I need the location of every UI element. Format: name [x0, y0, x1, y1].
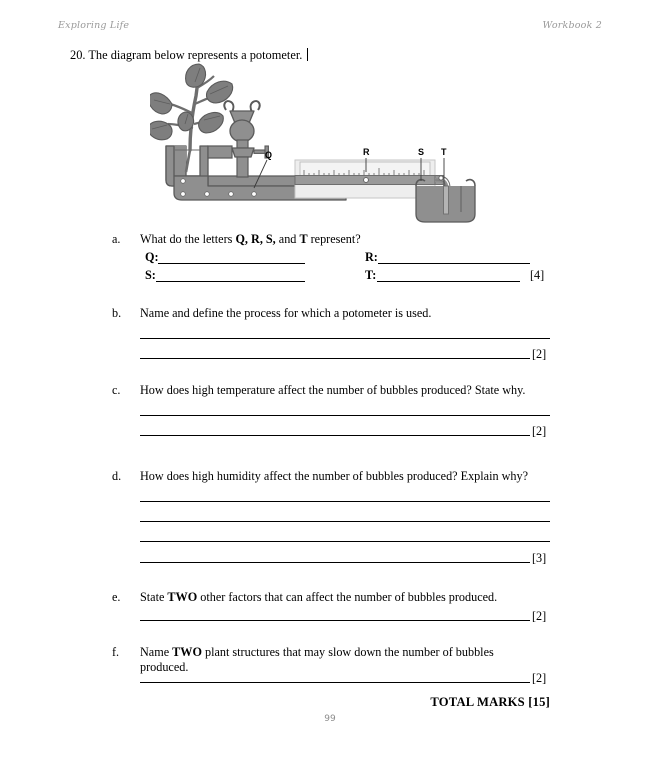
answer-line-r[interactable]	[378, 263, 530, 264]
question-part-e	[112, 590, 552, 605]
question-part-a	[112, 232, 552, 247]
answer-line-f-1[interactable]	[140, 682, 530, 683]
answer-line-s[interactable]	[156, 281, 305, 282]
diagram-label-s: S	[418, 147, 425, 157]
header-book-title: Exploring Life	[58, 20, 130, 31]
part-b-letter: b.	[112, 306, 122, 320]
diagram-label-r: R	[363, 147, 370, 157]
question-stem	[70, 48, 308, 63]
plant-graphic	[150, 64, 233, 150]
part-d-prompt: How does high humidity affect the number of bubbles produced? Explain why?	[140, 469, 528, 483]
part-f-letter: f.	[112, 645, 120, 659]
answer-line-b-1[interactable]	[140, 338, 550, 339]
measuring-scale	[295, 160, 435, 198]
part-f-prompt-prefix: Name	[140, 645, 173, 659]
answer-line-d-1[interactable]	[140, 501, 550, 502]
part-e-prompt-suffix: other factors that can affect the number of bubbles produced.	[197, 590, 498, 604]
part-e-prompt-prefix: State	[140, 590, 168, 604]
part-e-text	[112, 590, 552, 605]
question-part-c	[112, 383, 552, 398]
part-e-letter: e.	[112, 590, 121, 604]
part-a-prompt-suffix: represent?	[307, 232, 361, 246]
question-part-f	[112, 645, 552, 675]
diagram-label-q: Q	[265, 150, 273, 160]
diagram-label-t: T	[441, 147, 447, 157]
part-f-text	[112, 645, 552, 675]
answer-line-c-2[interactable]	[140, 435, 530, 436]
answer-line-b-2[interactable]	[140, 358, 530, 359]
answer-line-q[interactable]	[158, 263, 305, 264]
part-c-letter: c.	[112, 383, 121, 397]
answer-field-t	[365, 268, 376, 283]
header-workbook-label: Workbook 2	[542, 20, 602, 31]
question-stem-text: 20. The diagram below represents a potometer.	[70, 48, 303, 62]
marks-b: [2]	[532, 347, 547, 361]
part-b-text	[112, 306, 552, 321]
field-label-t: T:	[365, 268, 377, 282]
part-a-prompt-bold: Q, R, S,	[235, 232, 276, 246]
text-cursor	[307, 48, 308, 61]
field-label-q: Q:	[145, 250, 159, 264]
marks-a: [4]	[530, 268, 545, 282]
part-e-prompt-bold: TWO	[167, 590, 198, 604]
answer-field-q	[145, 250, 159, 265]
marks-d: [3]	[532, 551, 547, 565]
part-f-prompt-suffix: plant structures that may slow down the number of bubbles	[201, 645, 494, 659]
part-f-prompt-bold: TWO	[172, 645, 202, 659]
total-marks: TOTAL MARKS [15]	[430, 695, 550, 709]
answer-field-s	[145, 268, 156, 283]
field-label-r: R:	[365, 250, 378, 264]
part-c-text	[112, 383, 552, 398]
part-a-prompt-mid: and	[275, 232, 300, 246]
part-a-text	[112, 232, 552, 247]
field-label-s: S:	[145, 268, 156, 282]
question-part-b	[112, 306, 552, 321]
part-b-prompt: Name and define the process for which a potometer is used.	[140, 306, 432, 320]
part-f-prompt-line2: produced.	[140, 660, 189, 674]
marks-f: [2]	[532, 671, 547, 685]
part-c-prompt: How does high temperature affect the number of bubbles produced? State why.	[140, 383, 526, 397]
reservoir-bulb-and-tap	[224, 101, 268, 177]
answer-field-r	[365, 250, 378, 265]
part-a-prompt-prefix: What do the letters	[140, 232, 236, 246]
part-d-letter: d.	[112, 469, 122, 483]
part-a-prompt-bold2: T	[299, 232, 308, 246]
answer-line-d-3[interactable]	[140, 541, 550, 542]
answer-line-d-2[interactable]	[140, 521, 550, 522]
marks-c: [2]	[532, 424, 547, 438]
answer-line-e-1[interactable]	[140, 620, 530, 621]
answer-line-d-4[interactable]	[140, 562, 530, 563]
potometer-diagram	[150, 62, 480, 232]
question-part-d	[112, 469, 552, 484]
marks-e: [2]	[532, 609, 547, 623]
page-number: 99	[324, 714, 336, 724]
answer-line-t[interactable]	[377, 281, 520, 282]
part-a-letter: a.	[112, 232, 121, 246]
part-d-text	[112, 469, 552, 484]
answer-line-c-1[interactable]	[140, 415, 550, 416]
running-header	[58, 20, 602, 36]
